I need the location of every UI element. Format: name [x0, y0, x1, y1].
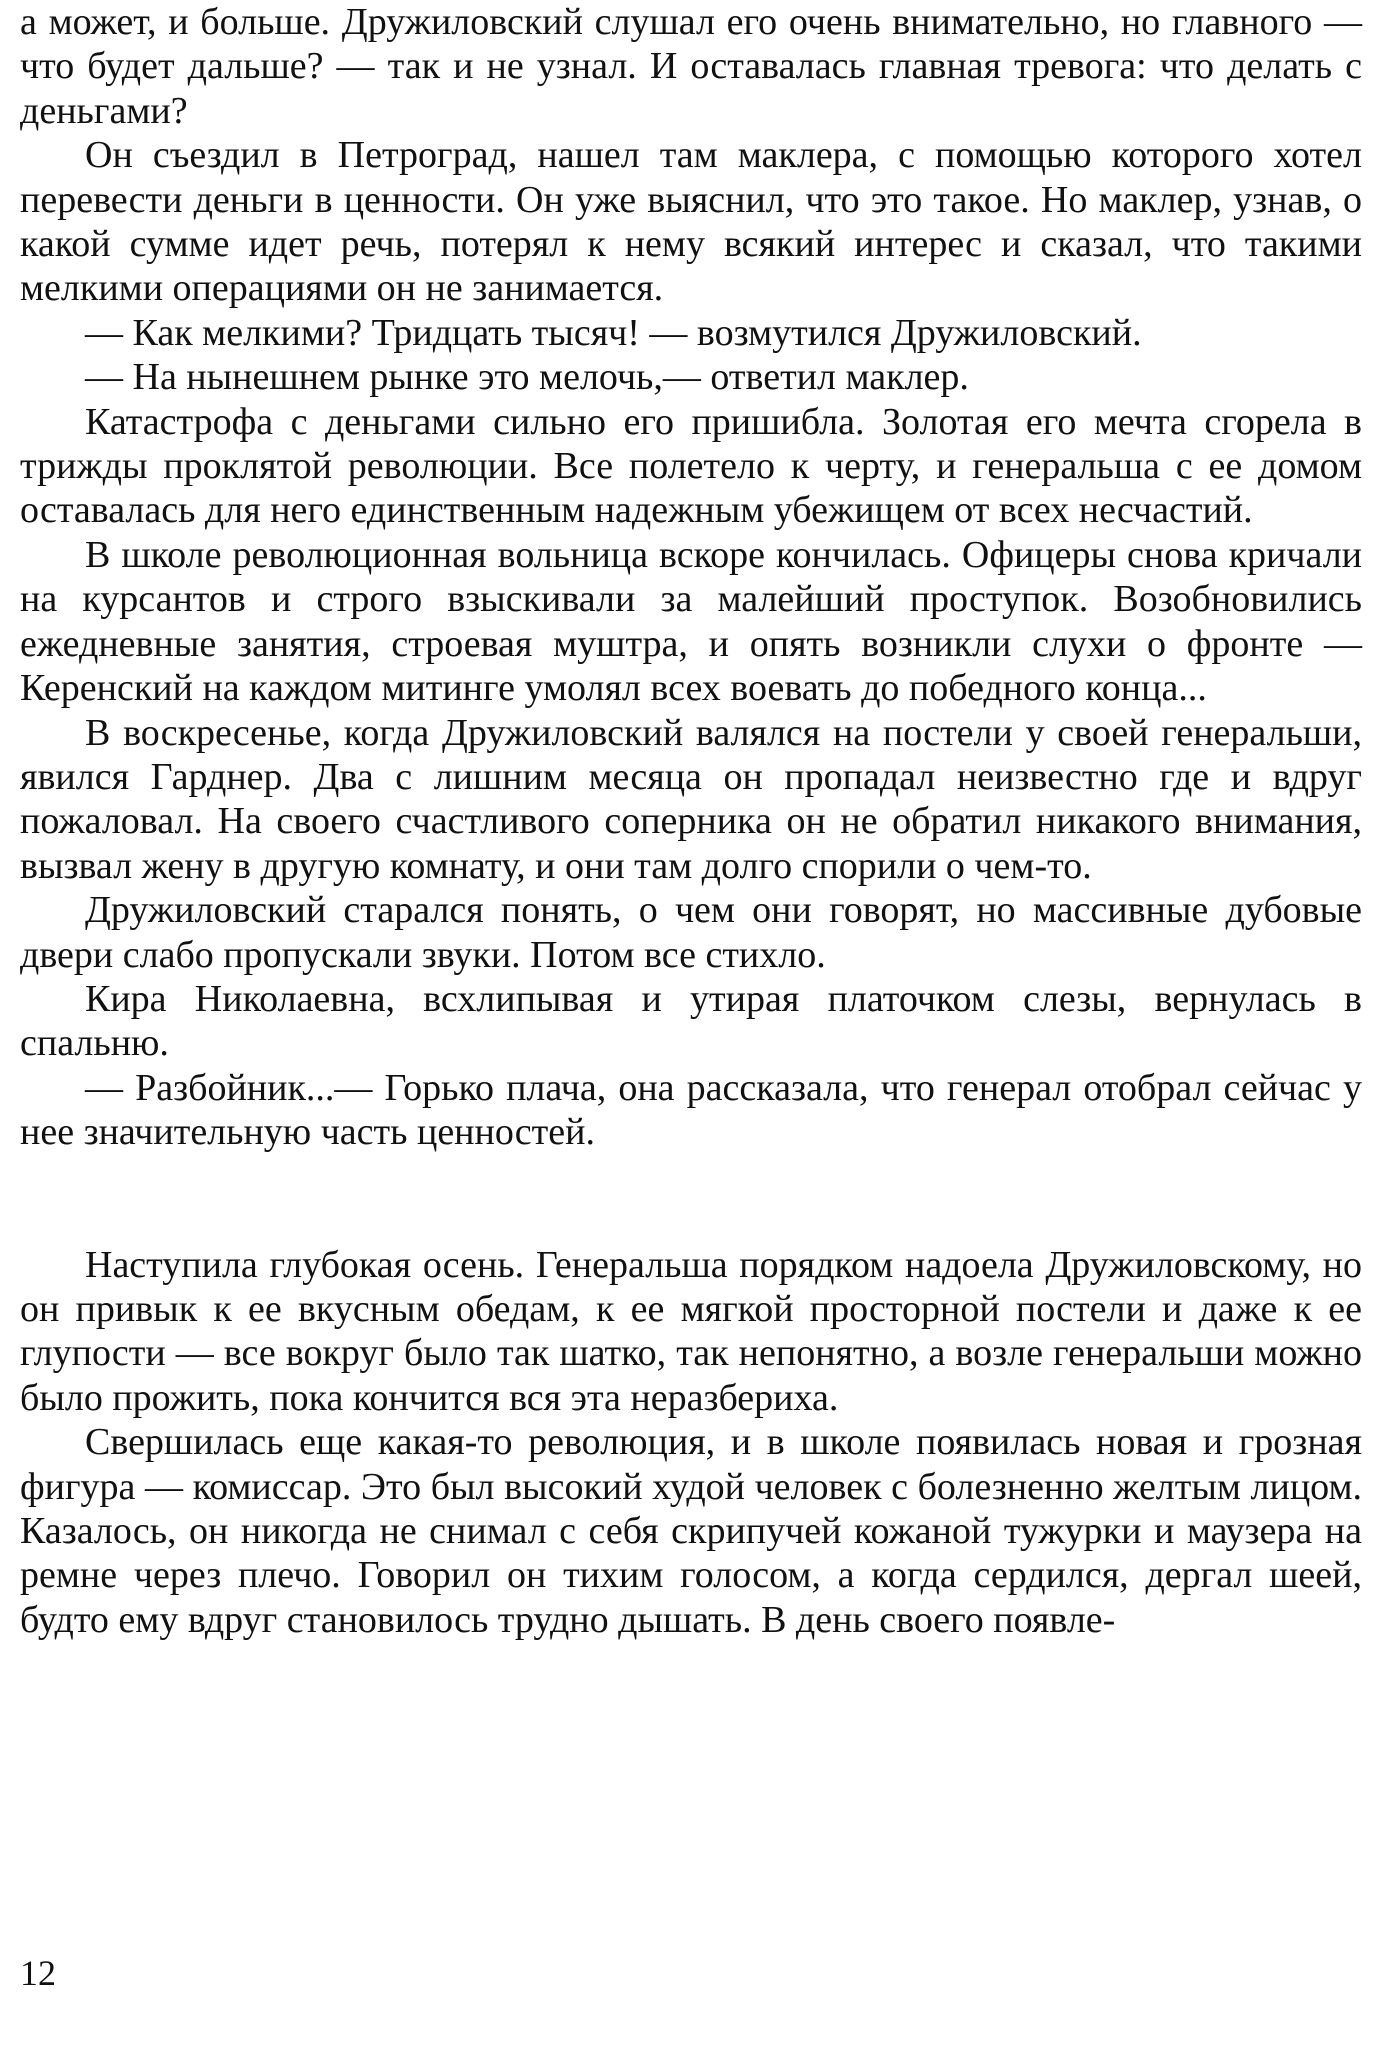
section-break	[20, 1155, 1362, 1243]
page-number: 12	[20, 1953, 56, 1993]
paragraph: Дружиловский старался понять, о чем они говорят, но массивные дубовые двери слабо пропускали звуки. Потом все стихло.	[20, 889, 1362, 976]
text-section-2	[20, 1243, 1362, 1643]
paragraph: Наступила глубокая осень. Генеральша порядком надоела Дружиловскому, но он привык к ее вкусным обедам, к ее мягкой просторной постели и даже к ее глупости — все вокруг было так шатко, так непонятно, а возле генеральши можно было прожить, пока кончится вся эта неразбериха.	[20, 1243, 1362, 1419]
paragraph: Катастрофа с деньгами сильно его пришибла. Золотая его мечта сгорела в трижды проклятой революции. Все полетело к черту, и генеральша с ее домом оставалась для него единственным надежным убежищем от всех несчастий.	[20, 400, 1362, 532]
paragraph: Он съездил в Петроград, нашел там маклера, с помощью которого хотел перевести деньги в ценности. Он уже выяснил, что это такое. Но маклер, узнав, о какой сумме идет речь, потерял к нему всякий интерес и сказал, что такими мелкими операциями он не занимается.	[20, 134, 1362, 310]
paragraph: а может, и больше. Дружиловский слушал его очень внимательно, но главного — что будет дальше? — так и не узнал. И оставалась главная тревога: что делать с деньгами?	[20, 1, 1362, 132]
paragraph: Кира Николаевна, всхлипывая и утирая платочком слезы, вернулась в спальню.	[20, 977, 1362, 1065]
book-page	[20, 0, 1362, 2051]
paragraph: В воскресенье, когда Дружиловский валялся на постели у своей генеральши, явился Гарднер. Два с лишним месяца он пропадал неизвестно где и вдруг пожаловал. На своего счастливого соперника он не обратил никакого внимания, вызвал жену в другую комнату, и они там долго спорили о чем-то.	[20, 711, 1362, 887]
paragraph: — Разбойник...— Горько плача, она рассказала, что генерал отобрал сейчас у нее значительную часть ценностей.	[20, 1066, 1362, 1154]
paragraph: В школе революционная вольница вскоре кончилась. Офицеры снова кричали на курсантов и строго взыскивали за малейший проступок. Возобновились ежедневные занятия, строевая муштра, и опять возникли слухи о фронте — Керенский на каждом митинге умолял всех воевать до победного конца...	[20, 533, 1362, 710]
paragraph: Свершилась еще какая-то революция, и в школе появилась новая и грозная фигура — комиссар. Это был высокий худой человек с болезненно желтым лицом. Казалось, он никогда не снимал с себя скрипучей кожаной тужурки и маузера на ремне через плечо. Говорил он тихим голосом, а когда сердился, дергал шеей, будто ему вдруг становилось трудно дышать. В день своего появле-	[20, 1421, 1362, 1641]
text-section-1	[20, 0, 1362, 1155]
paragraph: — Как мелкими? Тридцать тысяч! — возмутился Дружиловский.	[85, 311, 1142, 354]
paragraph: — На нынешнем рынке это мелочь,— ответил маклер.	[85, 356, 969, 399]
